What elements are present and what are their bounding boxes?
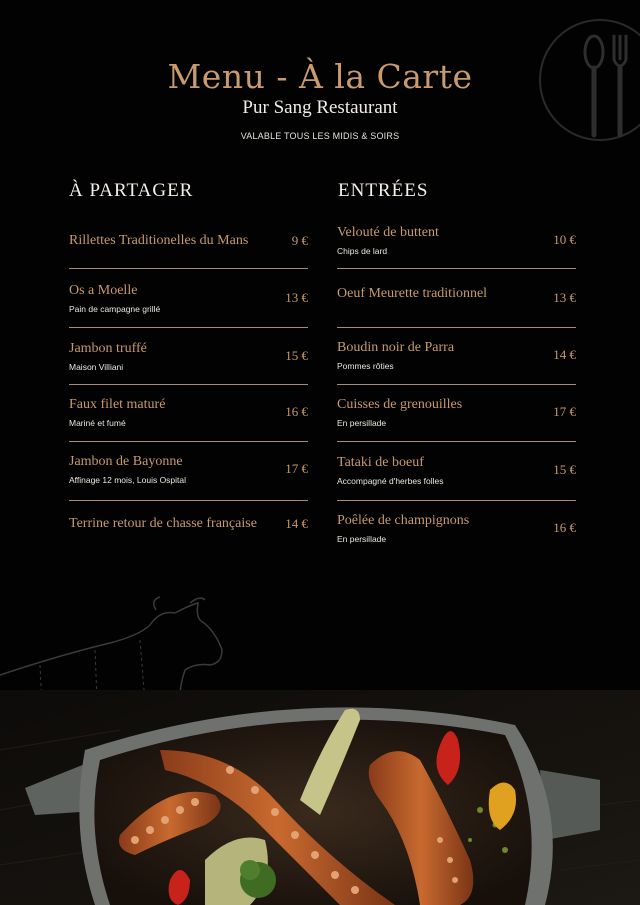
menu-title: Menu - À la Carte: [167, 57, 473, 96]
menu-item: [69, 496, 308, 552]
item-price: 13 €: [285, 290, 308, 305]
item-price: 13 €: [553, 290, 576, 305]
item-name: Faux filet maturé: [69, 396, 166, 412]
item-description: Affinage 12 mois, Louis Ospital: [69, 474, 187, 485]
item-description: En persillade: [337, 417, 387, 428]
menu-item: [69, 270, 308, 326]
menu-item: [337, 500, 576, 556]
restaurant-name: Pur Sang Restaurant: [242, 97, 398, 118]
item-name: Poêlée de champignons: [337, 512, 470, 528]
item-name: Jambon truffé: [69, 340, 147, 356]
item-name: Terrine retour de chasse française: [69, 516, 257, 531]
item-name: Rillettes Traditionelles du Mans: [69, 233, 249, 248]
item-name: Jambon de Bayonne: [69, 453, 183, 469]
item-description: En persillade: [337, 533, 387, 544]
item-description: Pommes rôties: [337, 360, 394, 371]
menu-item: [337, 266, 576, 322]
item-description: Pain de campagne grillé: [69, 303, 161, 314]
item-price: 10 €: [553, 232, 576, 247]
item-price: 14 €: [285, 516, 308, 531]
divider: [69, 268, 308, 269]
menu-item: [337, 327, 576, 383]
menu-item: [337, 212, 576, 268]
menu-item: [69, 441, 308, 497]
item-price: 16 €: [553, 520, 576, 535]
item-price: 16 €: [285, 404, 308, 419]
item-price: 9 €: [291, 233, 308, 248]
item-name: Velouté de buttent: [337, 224, 439, 240]
item-description: Accompagné d'herbes folles: [337, 475, 444, 486]
grilled-octopus-dish-photo: [0, 690, 640, 905]
item-price: 17 €: [553, 404, 576, 419]
item-description: Chips de lard: [337, 245, 388, 256]
item-name: Oeuf Meurette traditionnel: [337, 286, 488, 301]
item-price: 15 €: [553, 462, 576, 477]
item-price: 15 €: [285, 348, 308, 363]
menu-item: [337, 442, 576, 498]
menu-item: [69, 328, 308, 384]
item-name: Boudin noir de Parra: [337, 339, 455, 355]
item-price: 17 €: [285, 461, 308, 476]
item-name: Cuisses de grenouilles: [337, 396, 463, 412]
item-price: 14 €: [553, 347, 576, 362]
item-name: Os a Moelle: [69, 282, 138, 298]
item-name: Tataki de boeuf: [337, 454, 424, 470]
item-description: Mariné et fumé: [69, 417, 126, 428]
item-description: Maison Villiani: [69, 361, 124, 372]
menu-item: [69, 213, 308, 269]
validity-note: VALABLE TOUS LES MIDIS & SOIRS: [240, 131, 400, 141]
menu-item: [337, 384, 576, 440]
section-title-a-partager: À PARTAGER: [69, 180, 194, 201]
section-title-entrees: ENTRÉES: [338, 180, 429, 201]
menu-item: [69, 384, 308, 440]
